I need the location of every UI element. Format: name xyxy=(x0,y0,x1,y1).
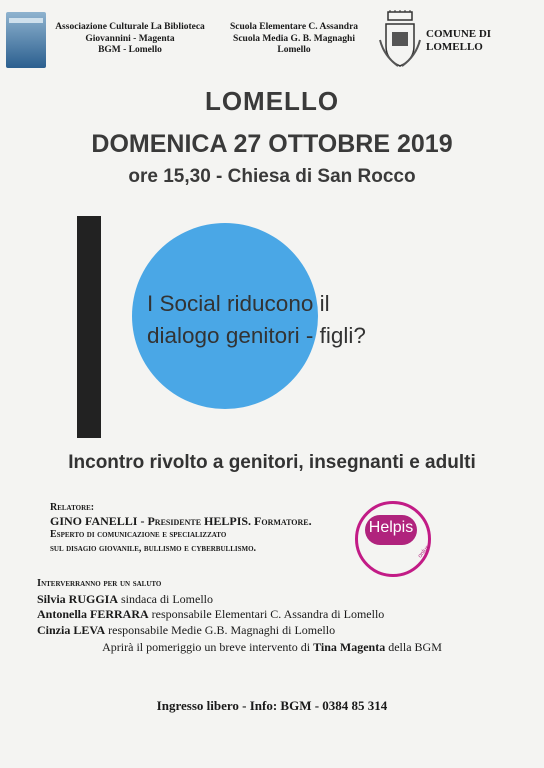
header-center-line: Scuola Elementare C. Assandra xyxy=(229,22,359,32)
speaker-block xyxy=(50,501,312,555)
event-time-place: ore 15,30 - Chiesa di San Rocco xyxy=(128,166,416,187)
header-left-line: BGM - Lomello xyxy=(98,45,162,55)
header-left xyxy=(50,22,210,57)
library-logo xyxy=(6,12,46,68)
event-question xyxy=(147,288,366,352)
header-right-line: COMUNE DI xyxy=(426,28,492,40)
helpis-logo-text: Helpis xyxy=(368,519,414,536)
event-subtitle: Incontro rivolto a genitori, insegnanti e adulti xyxy=(68,452,476,473)
footer-info: Ingresso libero - Info: BGM - 0384 85 314 xyxy=(156,698,388,713)
header-center-line: Scuola Media G. B. Magnaghi xyxy=(233,33,355,44)
decorative-bar xyxy=(77,216,101,438)
header-left-line: Associazione Culturale La Biblioteca xyxy=(55,22,205,32)
speaker-desc: Esperto di comunicazione e specializzato xyxy=(50,529,227,540)
opening-note xyxy=(0,640,544,655)
guest-name: Cinzia LEVA xyxy=(37,622,106,637)
speaker-desc: sul disagio giovanile, bullismo e cyberbullismo. xyxy=(50,542,257,554)
speaker-name: GINO FANELLI xyxy=(50,513,138,528)
helpis-logo-sub: onlus xyxy=(416,544,431,560)
question-line: dialogo genitori - figli? xyxy=(147,323,366,348)
header-left-line: Giovannini - Magenta xyxy=(85,33,175,44)
town-title: LOMELLO xyxy=(204,86,340,116)
opening-suffix: della BGM xyxy=(388,640,442,654)
guest-role: sindaca di Lomello xyxy=(121,591,213,606)
header-center xyxy=(208,22,380,57)
speaker-label: Relatore: xyxy=(50,502,95,513)
greetings-title: Interverranno per un saluto xyxy=(37,578,162,589)
guest-role: responsabile Elementari C. Assandra di Lomello xyxy=(151,607,385,621)
helpis-logo xyxy=(347,497,433,577)
header-center-line: Lomello xyxy=(277,45,311,55)
guest-name: Silvia RUGGIA xyxy=(37,591,119,606)
guest-name: Antonella FERRARA xyxy=(37,607,149,621)
opening-prefix: Aprirà il pomeriggio un breve intervento di xyxy=(102,640,311,654)
event-date: DOMENICA 27 OTTOBRE 2019 xyxy=(91,130,453,158)
header-right-line: LOMELLO xyxy=(426,41,483,53)
header-right xyxy=(426,28,516,54)
guest-role: responsabile Medie G.B. Magnaghi di Lomello xyxy=(108,622,336,637)
opening-name: Tina Magenta xyxy=(313,640,386,654)
question-line: I Social riducono il xyxy=(147,291,330,316)
greetings-block xyxy=(37,576,384,638)
municipality-crest-icon xyxy=(378,10,422,70)
speaker-role: - Presidente HELPIS. Formatore. xyxy=(140,513,312,528)
